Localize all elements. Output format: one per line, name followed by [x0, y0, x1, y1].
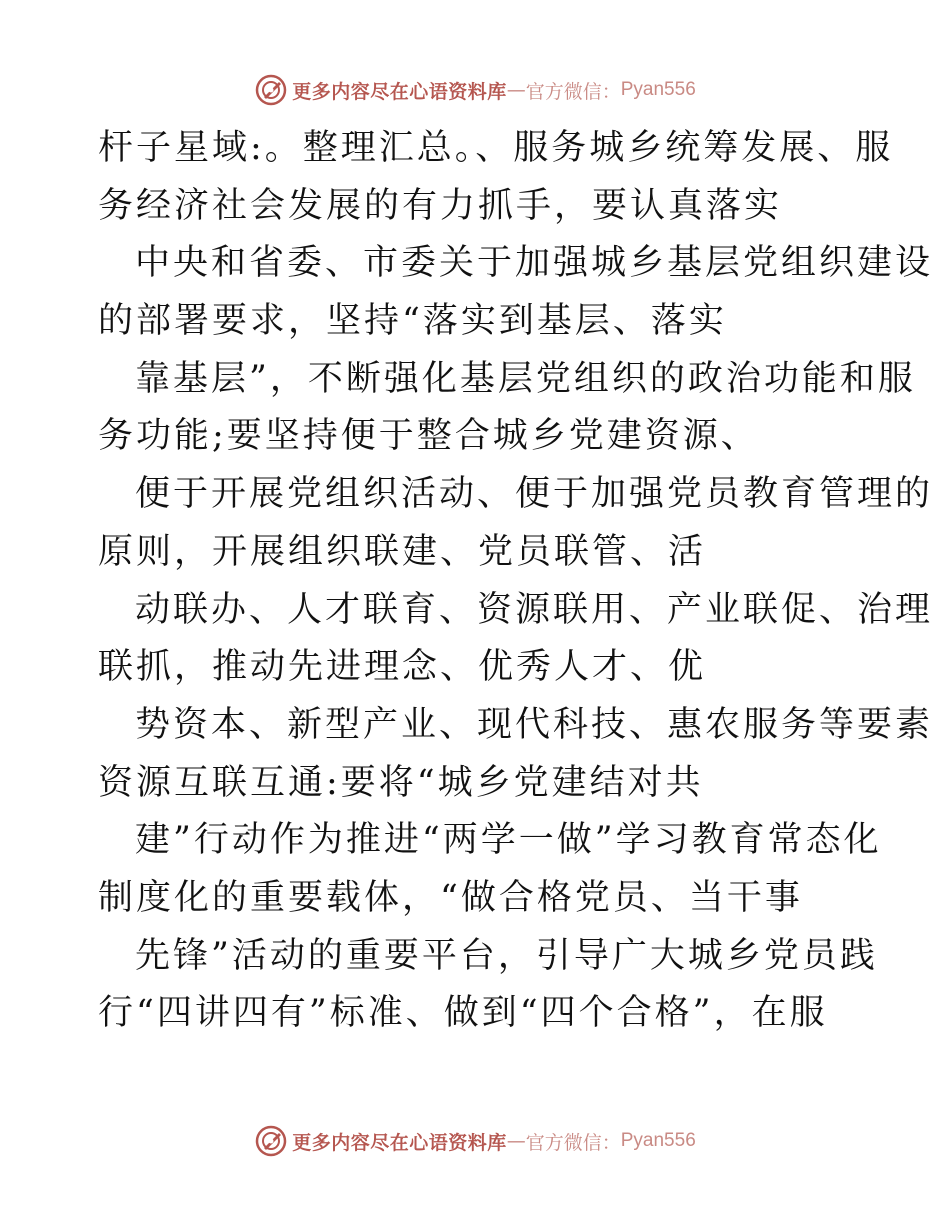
text-line: 务功能;要坚持便于整合城乡党建资源、 [98, 416, 759, 457]
banner-separator: — [506, 79, 526, 101]
text-line: 中央和省委、市委关于加强城乡基层党组织建设 [135, 243, 934, 284]
text-line: 便于开展党组织活动、便于加强党员教育管理的 [135, 474, 934, 515]
text-line: 务经济社会发展的有力抓手，要认真落实 [98, 185, 783, 226]
text-line: 原则，开展组织联建、党员联管、活 [98, 531, 707, 572]
text-line: 联抓，推动先进理念、优秀人才、优 [98, 647, 707, 688]
banner-wechat-label: 官方微信： [525, 1131, 621, 1154]
banner-title: 更多内容尽在心语资料库 [292, 80, 507, 103]
document-body [98, 120, 934, 1043]
text-line: 资源互联互通:要将“城乡党建结对共 [98, 762, 704, 803]
text-line: 先锋”活动的重要平台，引导广大城乡党员践 [135, 935, 878, 976]
banner-title: 更多内容尽在心语资料库 [292, 1131, 507, 1154]
text-line: 制度化的重要载体，“做合格党员、当干事 [98, 877, 803, 918]
logo-icon [254, 1124, 288, 1158]
banner-wechat-id: Pyan556 [620, 79, 696, 100]
text-line: 靠基层”，不断强化基层党组织的政治功能和服 [135, 358, 916, 399]
banner-separator: — [506, 1130, 526, 1152]
footer-watermark-banner [0, 1124, 950, 1158]
text-line: 动联办、人才联育、资源联用、产业联促、治理 [135, 589, 934, 630]
logo-icon [254, 73, 288, 107]
text-line: 行“四讲四有”标准、做到“四个合格”，在服 [98, 993, 828, 1034]
text-line: 的部署要求，坚持“落实到基层、落实 [98, 301, 727, 342]
banner-wechat-id: Pyan556 [620, 1130, 696, 1151]
text-line: 建”行动作为推进“两学一做”学习教育常态化 [135, 820, 882, 861]
header-watermark-banner [0, 73, 950, 107]
banner-wechat-label: 官方微信： [525, 80, 621, 103]
text-line: 杆子星域:。整理汇总。、服务城乡统筹发展、服 [98, 128, 894, 168]
text-line: 势资本、新型产业、现代科技、惠农服务等要素 [135, 704, 934, 745]
